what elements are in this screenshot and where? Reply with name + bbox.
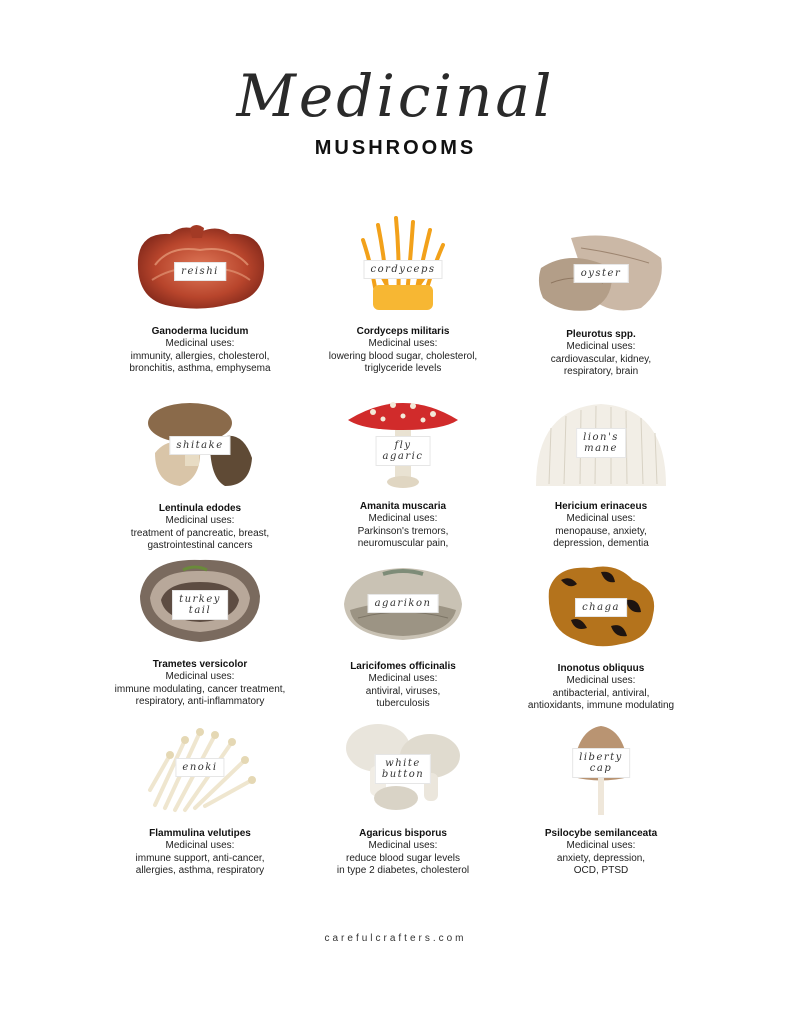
- mushroom-tag: cordyceps: [363, 260, 442, 279]
- uses-text: treatment of pancreatic, breast, gastrointestinal cancers: [130, 527, 270, 551]
- liberty-cap-mushroom-icon: [561, 722, 641, 815]
- scientific-name: Flammulina velutipes: [149, 828, 251, 839]
- page-title: Medicinal: [236, 62, 555, 130]
- mushroom-card-white-button: [288, 718, 518, 878]
- mushroom-card-oyster: [486, 228, 716, 379]
- uses-label: Medicinal uses:: [566, 341, 636, 352]
- uses-text: lowering blood sugar, cholesterol, triglyceride levels: [328, 350, 478, 374]
- white-button-mushroom-icon: [338, 718, 468, 813]
- mushroom-tag: oyster: [574, 264, 629, 283]
- uses-text: immunity, allergies, cholesterol, bronchitis, asthma, emphysema: [129, 350, 271, 374]
- footer-website: carefulcrafters.com: [324, 933, 467, 944]
- uses-text: reduce blood sugar levels in type 2 diabetes, cholesterol: [336, 852, 470, 876]
- uses-label: Medicinal uses:: [165, 515, 235, 526]
- uses-label: Medicinal uses:: [566, 513, 636, 524]
- scientific-name: Ganoderma lucidum: [151, 326, 249, 337]
- uses-text: immune modulating, cancer treatment, respiratory, anti-inflammatory: [114, 683, 286, 707]
- mushroom-tag: lion's mane: [576, 428, 626, 458]
- mushroom-tag: reishi: [174, 262, 226, 281]
- scientific-name: Pleurotus spp.: [566, 329, 636, 340]
- uses-label: Medicinal uses:: [566, 840, 636, 851]
- agarikon-mushroom-icon: [338, 564, 468, 646]
- mushroom-tag: turkey tail: [172, 590, 228, 620]
- scientific-name: Hericium erinaceus: [554, 501, 648, 512]
- mushroom-card-shitake: [85, 398, 315, 553]
- scientific-name: Laricifomes officinalis: [350, 661, 456, 672]
- mushroom-tag: fly agaric: [376, 436, 431, 466]
- mushroom-card-liberty-cap: [486, 722, 716, 878]
- turkey-tail-mushroom-icon: [135, 556, 265, 646]
- cordyceps-mushroom-icon: [348, 210, 458, 315]
- scientific-name: Agaricus bisporus: [359, 828, 447, 839]
- uses-text: cardiovascular, kidney, respiratory, brain: [550, 353, 652, 377]
- uses-text: anxiety, depression, OCD, PTSD: [556, 852, 646, 876]
- uses-label: Medicinal uses:: [368, 673, 438, 684]
- uses-label: Medicinal uses:: [165, 671, 235, 682]
- scientific-name: Amanita muscaria: [359, 501, 447, 512]
- shiitake-mushroom-icon: [140, 398, 260, 490]
- mushroom-card-turkey-tail: [85, 556, 315, 709]
- scientific-name: Trametes versicolor: [152, 659, 248, 670]
- uses-text: antiviral, viruses, tuberculosis: [365, 685, 441, 709]
- uses-label: Medicinal uses:: [165, 840, 235, 851]
- scientific-name: Cordyceps militaris: [356, 326, 450, 337]
- mushroom-tag: liberty cap: [572, 748, 630, 778]
- mushroom-card-reishi: [85, 220, 315, 376]
- mushroom-card-cordyceps: [288, 210, 518, 376]
- uses-text: Parkinson's tremors, neuromuscular pain,: [357, 525, 449, 549]
- scientific-name: Inonotus obliquus: [557, 663, 645, 674]
- uses-label: Medicinal uses:: [566, 675, 636, 686]
- chaga-mushroom-icon: [541, 560, 661, 650]
- mushroom-card-agarikon: [288, 564, 518, 711]
- mushroom-card-enoki: [85, 720, 315, 878]
- lions-mane-mushroom-icon: [531, 398, 671, 490]
- scientific-name: Psilocybe semilanceata: [544, 828, 658, 839]
- uses-text: menopause, anxiety, depression, dementia: [553, 525, 649, 549]
- scientific-name: Lentinula edodes: [158, 503, 242, 514]
- mushroom-card-lions-mane: [486, 398, 716, 551]
- mushroom-tag: chaga: [575, 598, 627, 617]
- mushroom-tag: enoki: [175, 758, 224, 777]
- fly-agaric-mushroom-icon: [343, 392, 463, 490]
- uses-label: Medicinal uses:: [165, 338, 235, 349]
- reishi-mushroom-icon: [130, 220, 270, 315]
- mushroom-tag: agarikon: [368, 594, 439, 613]
- uses-label: Medicinal uses:: [368, 513, 438, 524]
- mushroom-tag: white button: [375, 754, 431, 784]
- page-subtitle: MUSHROOMS: [314, 137, 477, 159]
- uses-text: antibacterial, antiviral, antioxidants, immune modulating: [527, 687, 675, 711]
- mushroom-card-fly-agaric: [288, 392, 518, 551]
- uses-label: Medicinal uses:: [368, 840, 438, 851]
- uses-label: Medicinal uses:: [368, 338, 438, 349]
- mushroom-tag: shitake: [169, 436, 230, 455]
- uses-text: immune support, anti-cancer, allergies, asthma, respiratory: [135, 852, 265, 876]
- mushroom-card-chaga: [486, 560, 716, 713]
- oyster-mushroom-icon: [531, 228, 671, 318]
- enoki-mushroom-icon: [140, 720, 260, 815]
